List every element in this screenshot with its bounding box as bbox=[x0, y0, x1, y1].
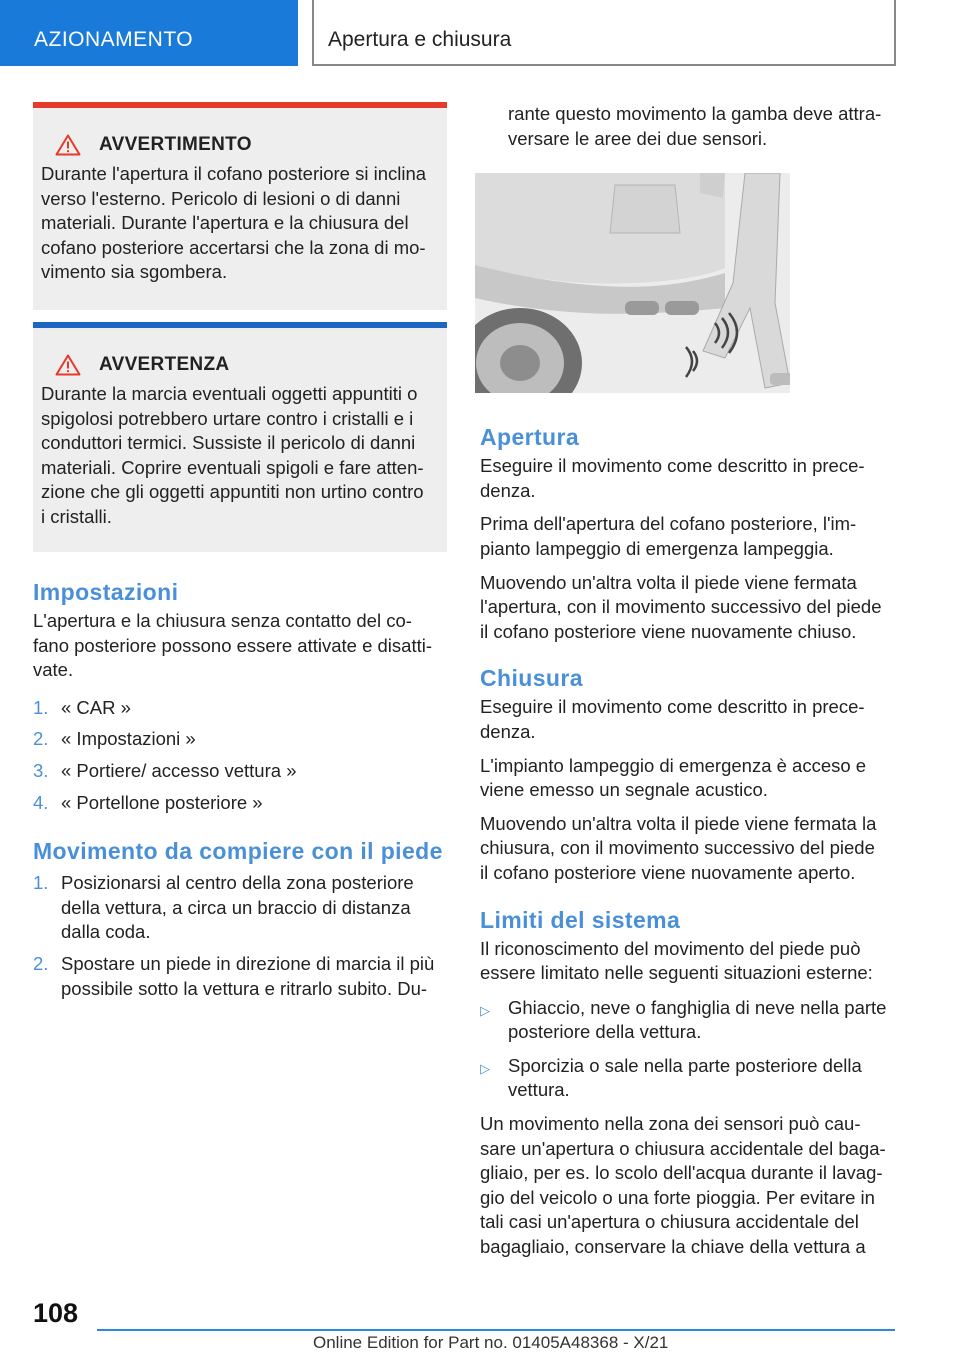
closing-heading: Chiusura bbox=[480, 665, 583, 692]
left-column bbox=[33, 102, 447, 1001]
warning-title: AVVERTIMENTO bbox=[99, 134, 252, 155]
opening-heading: Apertura bbox=[480, 424, 580, 451]
page-number: 108 bbox=[33, 1298, 79, 1328]
caution-triangle-icon bbox=[55, 354, 81, 376]
warning-box bbox=[33, 102, 447, 310]
limits-heading: Limiti del sistema bbox=[480, 906, 681, 933]
settings-heading: Impostazioni bbox=[33, 579, 179, 605]
warning-text: Durante l'apertura il cofano posteriore si inclina verso l'esterno. Pericolo di lesioni o di danni materiali. Durante l'apertura e la chiusura del cofano posteriore accertarsi che la zona di mo- vimento sia sgombera. bbox=[41, 163, 427, 283]
caution-text: Durante la marcia eventuali oggetti appuntiti o spigolosi potrebbero urtare contro i cristalli e i conduttori termici. Sussiste il pericolo di danni materiali. Coprire eventuali spigoli e fare atten- zione che gli oggetti appuntiti non urtino contro i cristalli. bbox=[41, 383, 424, 527]
page-header bbox=[0, 0, 960, 66]
triangle-bullet-icon: ▷ bbox=[480, 1002, 490, 1018]
triangle-bullet-icon: ▷ bbox=[480, 1060, 490, 1076]
footer-divider bbox=[97, 1329, 895, 1331]
movement-heading: Movimento da compiere con il piede bbox=[33, 838, 443, 865]
list-item: ▷ Ghiaccio, neve o fanghiglia di neve nella parte posteriore della vettura. bbox=[480, 996, 898, 1045]
limits-outro: Un movimento nella zona dei sensori può cau- sare un'apertura o chiusura accidentale del baga- gliaio, per es. lo scolo dell'acqua durante il lavag- gio del veicolo o una forte pioggia. Per evitare in tali casi un'apertura o chiusura accidentale del bagagliaio, conservare la chiave della vettura a bbox=[480, 1113, 886, 1258]
opening-paragraph: Muovendo un'altra volta il piede viene fermata l'apertura, con il movimento successivo del piede il cofano posteriore viene nuovamente chiuso. bbox=[480, 571, 882, 642]
closing-paragraph: Eseguire il movimento come descritto in prece- denza. bbox=[480, 696, 865, 742]
movement-continuation: rante questo movimento la gamba deve attra- versare le aree dei due sensori. bbox=[508, 103, 882, 149]
list-item: 2. « Impostazioni » bbox=[33, 728, 196, 750]
foot-sensor-illustration bbox=[475, 173, 809, 393]
movement-steps bbox=[33, 871, 447, 1001]
list-item: ▷ Sporcizia o sale nella parte posteriore della vettura. bbox=[480, 1054, 898, 1103]
caution-box bbox=[33, 322, 447, 552]
limits-intro: Il riconoscimento del movimento del piede può essere limitato nelle seguenti situazioni esterne: bbox=[480, 937, 873, 984]
settings-intro: L'apertura e la chiusura senza contatto del co- fano posteriore possono essere attivate e disatti- vate. bbox=[33, 610, 433, 681]
caution-title: AVVERTENZA bbox=[99, 354, 230, 375]
closing-paragraph: Muovendo un'altra volta il piede viene fermata la chiusura, con il movimento successivo del piede il cofano posteriore viene nuovamente aperto. bbox=[480, 812, 877, 883]
limits-bullets bbox=[480, 996, 898, 1103]
list-item: 2. Spostare un piede in direzione di marcia il più possibile sotto la vettura e ritrarlo subito. Du- bbox=[33, 952, 435, 999]
list-item: 4. « Portellone posteriore » bbox=[33, 791, 263, 813]
opening-paragraph: Eseguire il movimento come descritto in prece- denza. bbox=[480, 455, 865, 501]
right-column bbox=[480, 102, 898, 1260]
opening-paragraph: Prima dell'apertura del cofano posteriore, l'im- pianto lampeggio di emergenza lampeggia. bbox=[480, 513, 857, 559]
list-item: 1. « CAR » bbox=[33, 696, 131, 718]
section-tab: AZIONAMENTO bbox=[0, 0, 298, 66]
list-item: 3. « Portiere/ accesso vettura » bbox=[33, 759, 297, 781]
list-item: 1. Posizionarsi al centro della zona posteriore della vettura, a circa un braccio di distanza dalla coda. bbox=[33, 872, 414, 943]
chapter-title: Apertura e chiusura bbox=[312, 0, 896, 66]
warning-triangle-icon bbox=[55, 134, 81, 156]
settings-steps bbox=[33, 696, 447, 815]
edition-info: Online Edition for Part no. 01405A48368 - X/21 bbox=[313, 1333, 669, 1352]
closing-paragraph: L'impianto lampeggio di emergenza è acceso e viene emesso un segnale acustico. bbox=[480, 754, 867, 801]
